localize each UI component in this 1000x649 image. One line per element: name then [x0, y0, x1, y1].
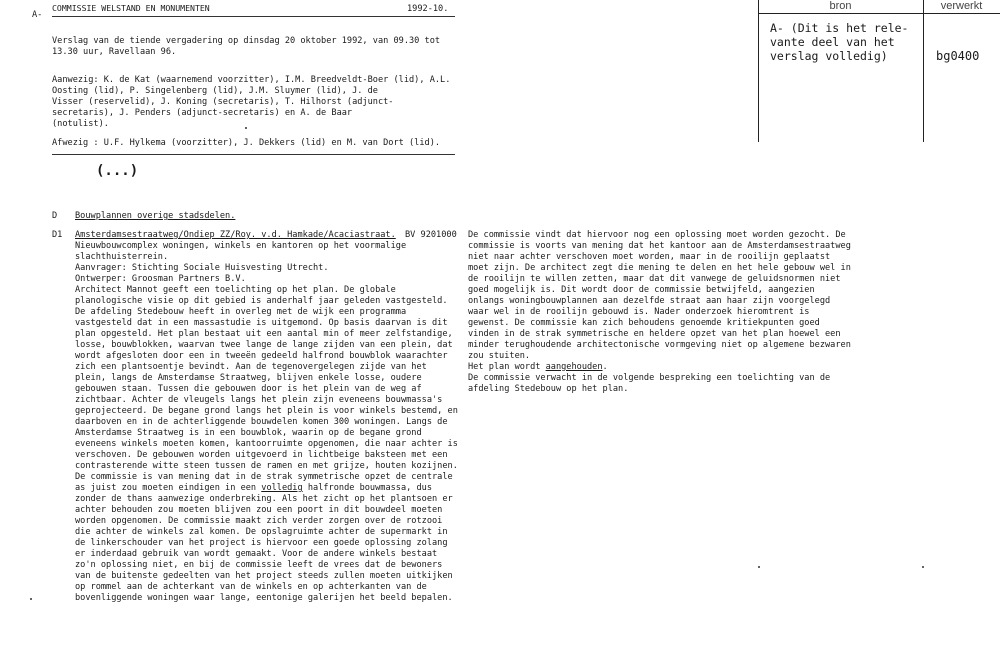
text-line: goed mogelijk is. Dit wordt door de commissie betwijfeld, aangezien: [468, 285, 815, 295]
source-table: [758, 0, 1000, 142]
table-column-divider: [923, 0, 924, 142]
text-line: Amsterdamse Straatweg is in een bouwblok, waarin op de begane grond: [75, 428, 422, 438]
text-line: zichtbaar. Achter de vleugels langs het plein zijn eveneens bouwmassa's: [75, 395, 443, 405]
text-line: daarboven en in de achterliggende bouwdelen komen 300 woningen. Langs de: [75, 417, 448, 427]
text-line: vastgesteld dat in een massastudie is uitgemond. Op basis daarvan is dit: [75, 318, 448, 328]
text-line: niet naar achter verschoven moet worden, maar in de rooilijn geplaatst: [468, 252, 831, 262]
text-line: moet zijn. De architect zegt die mening te delen en het hele gebouw wel in: [468, 263, 851, 273]
text-line: zich een plantsoentje bevindt. Aan de tegenovergelegen zijde van het: [75, 362, 427, 372]
text-line: wordt afgesloten door een in tweeën gedeeld halfrond bouwblok waarachter: [75, 351, 448, 361]
text-line: bovenliggende woningen waar lange, eentonige galerijen het beeld bepalen.: [75, 593, 453, 603]
text-line: verschoven. De gebouwen worden uitgevoerd in lichtbeige baksteen met een: [75, 450, 448, 460]
attendees-line: (notulist).: [52, 119, 109, 129]
header-divider: [52, 16, 455, 17]
text-line: de rooilijn te willen zetten, maar dat dit vanwege de geluidsnormen niet: [468, 274, 841, 284]
document-date: 1992-10.: [407, 4, 449, 14]
text-line: afdeling Stedebouw op het plan.: [468, 384, 629, 394]
scan-speck: [922, 566, 924, 568]
text-line: Ontwerper: Groosman Partners B.V.: [75, 274, 246, 284]
organization-title: COMMISSIE WELSTAND EN MONUMENTEN: [52, 3, 210, 13]
text-line: achter behouden zou moeten blijven zou een poort in dit bouwdeel moeten: [75, 505, 443, 515]
item-title: Amsterdamsestraatweg/Ondiep ZZ/Roy. v.d. Hamkade/Acaciastraat.: [75, 230, 396, 240]
text-line: planologische visie op dit gebied is anderhalf jaar geleden vastgesteld.: [75, 296, 448, 306]
text-line: geprojecteerd. De begane grond langs het plein is voor winkels bestemd, en: [75, 406, 458, 416]
text-line: gebouwen staan. Tussen die gebouwen door is het plein van de weg af: [75, 384, 422, 394]
attendees-line: Aanwezig: K. de Kat (waarnemend voorzitter), I.M. Breedveldt-Boer (lid), A.L.: [52, 75, 451, 85]
text-line: minder terughoudende architectonische vormgeving niet op algemene bezwaren: [468, 340, 851, 350]
source-note: A- (Dit is het rele- vante deel van het verslag volledig): [770, 21, 909, 63]
scan-speck: [30, 598, 32, 600]
text-line: zou stuiten.: [468, 351, 531, 361]
text-line: de linkerschouder van het project is hiervoor een goede oplossing zolang: [75, 538, 448, 548]
text-line: zonder de thans aanwezige onderbreking. Als het zicht op het plantsoen er: [75, 494, 453, 504]
attendees-absent: Afwezig : U.F. Hylkema (voorzitter), J. Dekkers (lid) en M. van Dort (lid).: [52, 138, 441, 148]
text-line: contrasterende witte steen tussen de ramen en met grijze, houten kozijnen.: [75, 461, 458, 471]
text-line: van de buitenste gedeelten van het project steeds zullen moeten uitkijken: [75, 571, 453, 581]
attendees-line: Oosting (lid), P. Singelenberg (lid), J.M. Sluymer (lid), J. de: [52, 86, 378, 96]
text-line: eveneens winkels moeten komen, kantoorruimte opgenomen, die naar achter is: [75, 439, 458, 449]
text-line: Het plan wordt aangehouden.: [468, 362, 608, 372]
item-number: D1: [52, 230, 63, 240]
text-line: Aanvrager: Stichting Sociale Huisvesting Utrecht.: [75, 263, 329, 273]
text-line: waar wel in de rooilijn gebouwd is. Nader onderzoek hieromtrent is: [468, 307, 810, 317]
text-line: plein, langs de Amsterdamse Straatweg, blijven enkele losse, oudere: [75, 373, 422, 383]
scan-speck: [245, 127, 247, 129]
text-line: as juist zou moeten eindigen in een volledig halfronde bouwmassa, dus: [75, 483, 433, 493]
attendees-present: [52, 75, 462, 141]
text-line: onlangs woningbouwplannen aan dezelfde straat aan haar zijn voorgelegd: [468, 296, 831, 306]
text-line: Architect Mannot geeft een toelichting op het plan. De globale: [75, 285, 396, 295]
text-line: er inderdaad gebruik van wordt gemaakt. Voor de andere winkels bestaat: [75, 549, 438, 559]
text-line: vinden in de strak symmetrische en heldere opzet van het plan hoewel een: [468, 329, 841, 339]
omission-ellipsis: (...): [96, 163, 139, 179]
attendees-line: secretaris), J. Penders (adjunct-secretaris) en A. de Baar: [52, 108, 353, 118]
text-line: slachthuisterrein.: [75, 252, 169, 262]
underlined-word: volledig: [261, 483, 303, 493]
text-line: De afdeling Stedebouw heeft in overleg met de wijk een programma: [75, 307, 407, 317]
text-line: die achter de winkels zal komen. De opslagruimte achter de supermarkt in: [75, 527, 448, 537]
text-line: op rommel aan de achterkant van de winkels en op achterkanten van de: [75, 582, 427, 592]
underlined-word: aangehouden: [545, 362, 603, 372]
page-marker: A-: [32, 10, 43, 20]
text-line: commissie is voorts van mening dat het kantoor aan de Amsterdamsestraatweg: [468, 241, 851, 251]
intro-line: Verslag van de tiende vergadering op dinsdag 20 oktober 1992, van 09.30 tot: [52, 36, 441, 46]
attendees-line: Visser (reservelid), J. Koning (secretaris), T. Hilhorst (adjunct-: [52, 97, 394, 107]
text-line: De commissie vindt dat hiervoor nog een oplossing moet worden gezocht. De: [468, 230, 846, 240]
section-letter: D: [52, 211, 58, 221]
intro-line: 13.30 uur, Ravellaan 96.: [52, 47, 177, 57]
text-line: De commissie verwacht in de volgende bespreking een toelichting van de: [468, 373, 831, 383]
column-header-source: bron: [829, 0, 852, 12]
attendance-divider: [52, 154, 455, 155]
section-title: Bouwplannen overige stadsdelen.: [75, 211, 236, 221]
text-line: gewenst. De commissie kan zich behoudens genoemde kritiekpunten goed: [468, 318, 820, 328]
column-header-processed: verwerkt: [940, 0, 983, 12]
text-line: Nieuwbouwcomplex woningen, winkels en kantoren op het voormalige: [75, 241, 407, 251]
text-line: zo'n oplossing niet, en bij de commissie leeft de vrees dat de bewoners: [75, 560, 443, 570]
text-line: worden opgenomen. De commissie maakt zich verder zorgen over de rotzooi: [75, 516, 443, 526]
scan-speck: [758, 566, 760, 568]
table-border-left: [758, 0, 759, 142]
processed-code: bg0400: [936, 49, 980, 63]
table-header-divider: [758, 13, 1000, 14]
text-line: losse, bouwblokken, waarvan twee lange de lange zijden van een plein, dat: [75, 340, 453, 350]
item-reference: BV 9201000: [405, 230, 457, 240]
text-line: De commissie is van mening dat in de strak symmetrische opzet de centrale: [75, 472, 453, 482]
text-line: plan opgesteld. Het plan bestaat uit een aantal min of meer zelfstandige,: [75, 329, 453, 339]
